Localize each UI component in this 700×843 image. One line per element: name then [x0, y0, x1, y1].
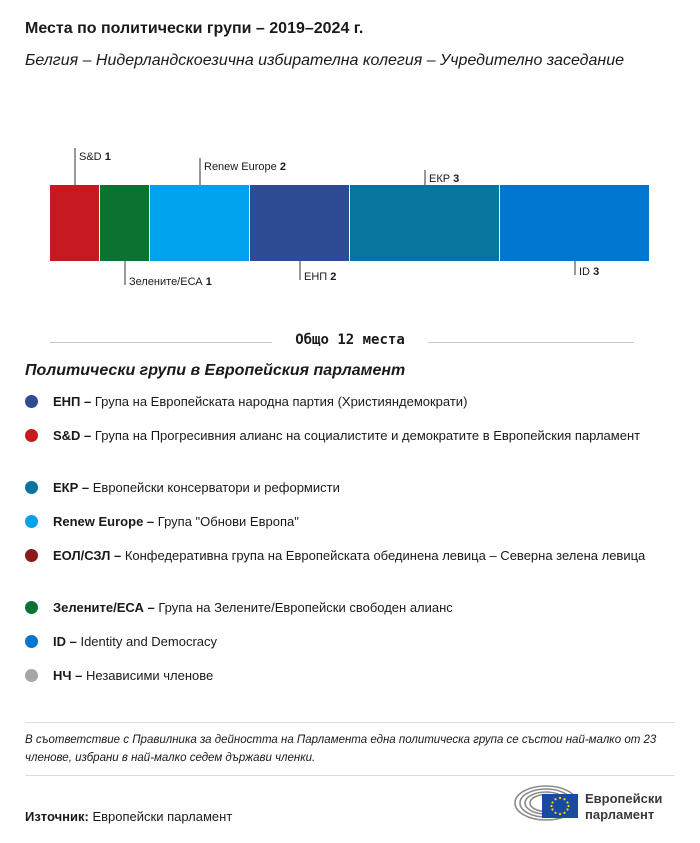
legend-dot [25, 669, 38, 682]
legend-abbr: Renew Europe – [53, 514, 155, 529]
source-label: Източник: [25, 809, 89, 824]
logo-line-2: парламент [585, 807, 655, 822]
chart-subtitle: Белгия – Нидерландскоезична избирателна колегия – Учредително заседание [25, 52, 624, 69]
legend-dot [25, 635, 38, 648]
bar-segment-0 [50, 185, 99, 261]
legend-dot [25, 601, 38, 614]
segment-label-value: 2 [279, 161, 286, 173]
segment-label [204, 161, 286, 173]
divider [25, 775, 675, 776]
legend-dot [25, 429, 38, 442]
legend-text: Група на Прогресивния алианс на социалистите и демократите в Европейския парламент [94, 428, 641, 443]
source [25, 809, 232, 824]
segment-label-name: ЕНП [304, 271, 331, 283]
segment-label-value: 1 [205, 276, 212, 288]
segment-label-value: 3 [593, 266, 600, 278]
legend-text: Група "Обнови Европа" [157, 514, 299, 529]
total-divider-left [50, 342, 272, 343]
european-parliament-logo [513, 783, 683, 827]
legend-title: Политически групи в Европейския парламент [25, 362, 406, 379]
bar-segment-2 [150, 185, 249, 261]
legend-abbr: S&D – [53, 428, 92, 443]
legend-dot [25, 481, 38, 494]
segment-label-value: 2 [330, 271, 337, 283]
logo-line-1: Европейски [585, 791, 663, 806]
legend-abbr: Зелените/ЕСА – [53, 600, 155, 615]
legend-dot [25, 549, 38, 562]
hemicycle-icon [513, 783, 579, 823]
legend-text: Група на Зелените/Европейски свободен алианс [158, 600, 453, 615]
bar-segment-3 [250, 185, 349, 261]
bar-segment-1 [100, 185, 149, 261]
chart-title: Места по политически групи – 2019–2024 г. [25, 20, 364, 37]
total-divider-right [428, 342, 634, 343]
segment-label-name: ЕКР [429, 173, 454, 185]
legend-abbr: ЕКР – [53, 480, 90, 495]
legend-abbr: ЕОЛ/СЗЛ – [53, 548, 122, 563]
source-value: Европейски парламент [92, 809, 233, 824]
legend-abbr: НЧ – [53, 668, 83, 683]
bar-segment-4 [350, 185, 499, 261]
segment-label-value: 1 [104, 151, 111, 163]
segment-label-name: S&D [79, 151, 105, 163]
segment-label [429, 173, 459, 185]
segment-label-name: Зелените/ЕСА [129, 276, 206, 288]
legend-abbr: ЕНП – [53, 394, 92, 409]
legend-text: Група на Европейската народна партия (Християндемократи) [94, 394, 468, 409]
footnote: В съответствие с Правилника за дейността на Парламента една политическа група се състои най-малко от 23 членове, избрани в най-малко седем държави членки. [25, 734, 657, 764]
bar-segment-5 [500, 185, 649, 261]
total-seats [0, 332, 700, 352]
total-seats-label: Общо 12 места [295, 332, 405, 348]
legend-text: Европейски консерватори и реформисти [92, 480, 340, 495]
segment-label-name: Renew Europe [204, 161, 280, 173]
legend-dot [25, 395, 38, 408]
segment-label-value: 3 [453, 173, 460, 185]
seat-bar-chart [0, 140, 700, 315]
segment-label [304, 271, 336, 283]
segment-label-name: ID [579, 266, 594, 278]
legend-text: Конфедеративна група на Европейската обединена левица – Северна зелена левица [124, 548, 646, 563]
segment-label [129, 276, 212, 288]
divider [25, 722, 675, 723]
segment-label [79, 151, 111, 163]
legend-dot [25, 515, 38, 528]
legend-abbr: ID – [53, 634, 77, 649]
legend-text: Независими членове [86, 668, 214, 683]
legend-text: Identity and Democracy [80, 634, 218, 649]
segment-label [579, 266, 599, 278]
